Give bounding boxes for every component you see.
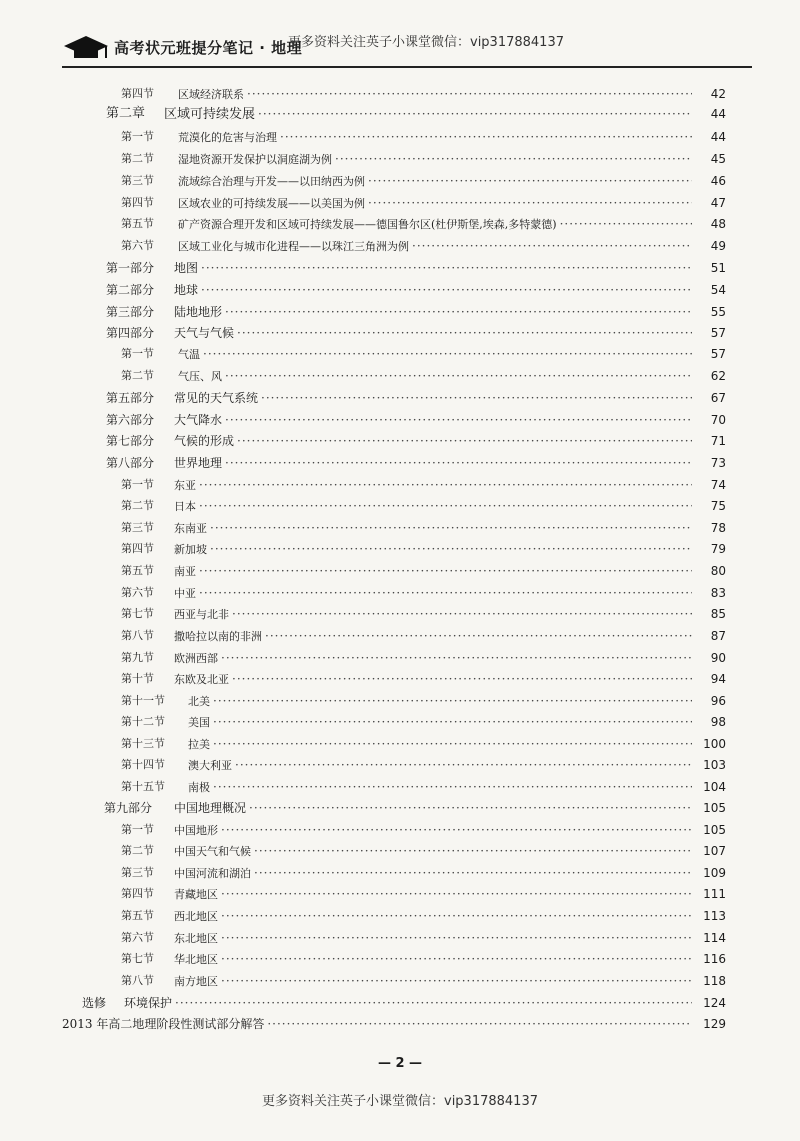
dot-leader: [199, 583, 692, 603]
toc-entry-number: 第十一节: [121, 694, 165, 707]
toc-entry-page: 57: [710, 347, 726, 361]
toc-entry: [0, 193, 800, 213]
toc-entry: [0, 734, 800, 754]
toc-entry-title: 东南亚: [174, 522, 207, 535]
toc-entry-number: 第九节: [121, 651, 154, 664]
toc-entry-title: 美国: [188, 716, 210, 729]
dot-leader: [201, 280, 692, 300]
toc-entry-number: 第七节: [121, 607, 154, 620]
dot-leader: [210, 539, 692, 559]
toc-entry-title: 矿产资源合理开发和区域可持续发展——德国鲁尔区(杜伊斯堡,埃森,多特蒙德): [178, 218, 557, 231]
toc-entry-page: 96: [710, 694, 726, 708]
footer-watermark: 更多资料关注英子小课堂微信：vip317884137: [262, 1094, 538, 1109]
toc-entry-page: 90: [710, 651, 726, 665]
toc-entry-page: 62: [710, 369, 726, 383]
dot-leader: [213, 691, 692, 711]
toc-entry-page: 49: [710, 239, 726, 253]
toc-entry-number: 第六节: [121, 931, 154, 944]
toc-entry-page: 98: [710, 715, 726, 729]
toc-entry-number: 第一节: [121, 130, 154, 143]
toc-entry-title: 南极: [188, 781, 210, 794]
toc-entry-page: 87: [710, 629, 726, 643]
toc-entry-number: 第一部分: [106, 261, 155, 275]
toc-entry-page: 78: [710, 521, 726, 535]
toc-entry-title: 中国天气和气候: [174, 845, 251, 858]
toc-entry-title: 地球: [174, 283, 199, 297]
toc-entry: [0, 841, 800, 861]
dot-leader: [175, 993, 692, 1013]
dot-leader: [280, 127, 692, 147]
toc-entry-number: 第三节: [121, 866, 154, 879]
toc-entry-title: 欧洲西部: [174, 652, 218, 665]
toc-entry-number: 第六节: [121, 586, 154, 599]
toc-entry-number: 第四部分: [106, 326, 155, 340]
toc-entry-title: 中国地形: [174, 824, 218, 837]
toc-entry: [0, 906, 800, 926]
toc-entry-title: 青藏地区: [174, 888, 218, 901]
dot-leader: [213, 734, 692, 754]
toc-entry-number: 第十三节: [121, 737, 165, 750]
dot-leader: [412, 236, 692, 256]
toc-entry-page: 67: [710, 391, 726, 405]
toc-entry: [0, 344, 800, 364]
toc-entry: [0, 475, 800, 495]
toc-entry: [0, 583, 800, 603]
toc-entry-title: 中国地理概况: [174, 801, 247, 815]
page-number: — 2 —: [377, 1056, 423, 1071]
toc-entry-title: 区域农业的可持续发展——以美国为例: [178, 197, 365, 210]
dot-leader: [203, 344, 692, 364]
toc-entry-number: 第八节: [121, 629, 154, 642]
dot-leader: [210, 518, 692, 538]
toc-entry: [0, 648, 800, 668]
toc-entry-number: 第三节: [121, 174, 154, 187]
dot-leader: [199, 561, 692, 581]
toc-entry-page: 105: [703, 823, 726, 837]
toc-entry-page: 73: [710, 456, 726, 470]
dot-leader: [221, 648, 692, 668]
toc-entry-number: 第六节: [121, 239, 154, 252]
toc-entry: [0, 171, 800, 191]
toc-entry-number: 第二节: [121, 844, 154, 857]
page-header: [62, 26, 752, 68]
toc-entry: [0, 323, 800, 343]
toc-entry: [0, 149, 800, 169]
toc-entry-page: 116: [703, 952, 726, 966]
toc-entry-title: 气温: [178, 348, 200, 361]
toc-entry-title: 澳大利亚: [188, 759, 232, 772]
toc-entry-page: 70: [710, 413, 726, 427]
toc-entry-title: 拉美: [188, 738, 210, 751]
toc-entry-page: 124: [703, 996, 726, 1010]
toc-entry-title: 2013 年高二地理阶段性测试部分解答: [62, 1017, 265, 1031]
toc-entry-number: 第五节: [121, 564, 154, 577]
toc-entry: [0, 236, 800, 256]
toc-entry-page: 79: [710, 542, 726, 556]
toc-entry: [0, 691, 800, 711]
toc-entry-title: 地图: [174, 261, 199, 275]
toc-entry-number: 第三节: [121, 521, 154, 534]
toc-entry-number: 第四节: [121, 196, 154, 209]
toc-entry-number: 第二章: [106, 106, 146, 121]
toc-entry-number: 第二节: [121, 499, 154, 512]
toc-entry-page: 129: [703, 1017, 726, 1031]
toc-entry: [0, 993, 800, 1013]
toc-entry-number: 第一节: [121, 823, 154, 836]
toc-entry: [0, 431, 800, 451]
toc-entry: [0, 884, 800, 904]
dot-leader: [221, 906, 692, 926]
toc-entry: [0, 971, 800, 991]
toc-entry-page: 71: [710, 434, 726, 448]
toc-entry-number: 第一节: [121, 478, 154, 491]
toc-entry-page: 45: [710, 152, 726, 166]
toc-entry-page: 105: [703, 801, 726, 815]
toc-entry-title: 中亚: [174, 587, 196, 600]
toc-entry-title: 大气降水: [174, 413, 223, 427]
dot-leader: [232, 669, 692, 689]
dot-leader: [235, 755, 692, 775]
toc-entry-page: 51: [710, 261, 726, 275]
toc-entry-page: 118: [703, 974, 726, 988]
dot-leader: [221, 949, 692, 969]
toc-entry-title: 常见的天气系统: [174, 391, 259, 405]
dot-leader: [225, 366, 692, 386]
toc-entry-number: 第四节: [121, 87, 154, 100]
toc-entry: [0, 777, 800, 797]
toc-entry-number: 第二节: [121, 152, 154, 165]
toc-entry-title: 环境保护: [124, 996, 173, 1010]
dot-leader: [368, 171, 692, 191]
toc-entry-page: 113: [703, 909, 726, 923]
toc-entry-title: 陆地地形: [174, 305, 223, 319]
toc-entry-title: 华北地区: [174, 953, 218, 966]
dot-leader: [265, 626, 692, 646]
toc-entry-number: 第八部分: [106, 456, 155, 470]
toc-entry-title: 西北地区: [174, 910, 218, 923]
toc-entry: [0, 712, 800, 732]
toc-entry: [0, 518, 800, 538]
dot-leader: [261, 388, 692, 408]
header-title: 高考状元班提分笔记 · 地理: [114, 39, 303, 57]
dot-leader: [221, 820, 692, 840]
toc-entry-title: 流域综合治理与开发——以田纳西为例: [178, 175, 365, 188]
toc-entry-number: 第二节: [121, 369, 154, 382]
toc-entry: [0, 388, 800, 408]
dot-leader: [201, 258, 692, 278]
toc-entry-page: 75: [710, 499, 726, 513]
toc-entry-page: 55: [710, 305, 726, 319]
toc-entry-title: 东亚: [174, 479, 196, 492]
dot-leader: [213, 777, 692, 797]
toc-entry: [0, 104, 800, 124]
toc-entry-title: 区域可持续发展: [164, 107, 256, 122]
toc-entry: [0, 820, 800, 840]
toc-entry-page: 85: [710, 607, 726, 621]
toc-entry-page: 80: [710, 564, 726, 578]
toc-entry: [0, 539, 800, 559]
toc-entry: [0, 214, 800, 234]
dot-leader: [221, 884, 692, 904]
toc-entry-title: 东欧及北亚: [174, 673, 229, 686]
toc-entry-number: 第八节: [121, 974, 154, 987]
toc-entry-page: 103: [703, 758, 726, 772]
toc-entry-title: 撒哈拉以南的非洲: [174, 630, 262, 643]
toc-entry-title: 西亚与北非: [174, 608, 229, 621]
toc-entry-number: 第十二节: [121, 715, 165, 728]
toc-entry-page: 57: [710, 326, 726, 340]
toc-entry-number: 第三部分: [106, 305, 155, 319]
toc-entry-title: 世界地理: [174, 456, 223, 470]
toc-entry-title: 南亚: [174, 565, 196, 578]
toc-entry-page: 47: [710, 196, 726, 210]
toc-entry-page: 100: [703, 737, 726, 751]
toc-entry: [0, 863, 800, 883]
dot-leader: [267, 1014, 692, 1034]
toc-entry: [0, 928, 800, 948]
toc-entry-number: 第十五节: [121, 780, 165, 793]
dot-leader: [221, 928, 692, 948]
toc-entry: [0, 604, 800, 624]
toc-entry-number: 第一节: [121, 347, 154, 360]
toc-entry-page: 44: [710, 130, 726, 144]
toc-entry: [0, 755, 800, 775]
dot-leader: [335, 149, 692, 169]
toc-entry-title: 区域经济联系: [178, 88, 244, 101]
toc-entry-title: 东北地区: [174, 932, 218, 945]
toc-entry-number: 第十节: [121, 672, 154, 685]
toc-entry-number: 选修: [82, 996, 107, 1010]
toc-entry-page: 48: [710, 217, 726, 231]
toc-entry-page: 109: [703, 866, 726, 880]
dot-leader: [560, 214, 692, 234]
toc-entry-page: 94: [710, 672, 726, 686]
toc-entry-number: 第七节: [121, 952, 154, 965]
toc-entry: [0, 127, 800, 147]
dot-leader: [221, 971, 692, 991]
toc-entry-page: 104: [703, 780, 726, 794]
toc-entry: [0, 258, 800, 278]
toc-entry-number: 第五节: [121, 909, 154, 922]
toc-entry: [0, 302, 800, 322]
toc-entry: [0, 669, 800, 689]
toc-entry: [0, 1014, 800, 1034]
toc-entry-page: 74: [710, 478, 726, 492]
header-watermark: 更多资料关注英子小课堂微信：vip317884137: [288, 35, 564, 50]
toc-entry-page: 114: [703, 931, 726, 945]
toc-entry-number: 第五节: [121, 217, 154, 230]
toc-entry-page: 111: [703, 887, 726, 901]
toc-entry-title: 日本: [174, 500, 196, 513]
toc-entry-page: 107: [703, 844, 726, 858]
toc-entry: [0, 496, 800, 516]
dot-leader: [199, 475, 692, 495]
toc-entry-title: 区域工业化与城市化进程——以珠江三角洲为例: [178, 240, 409, 253]
toc-entry-number: 第五部分: [106, 391, 155, 405]
dot-leader: [254, 841, 692, 861]
dot-leader: [254, 863, 692, 883]
dot-leader: [249, 798, 692, 818]
toc-entry-page: 54: [710, 283, 726, 297]
dot-leader: [225, 410, 692, 430]
toc-entry-page: 44: [710, 107, 726, 121]
toc-entry-title: 北美: [188, 695, 210, 708]
toc-entry: [0, 561, 800, 581]
toc-entry-title: 新加坡: [174, 543, 207, 556]
dot-leader: [199, 496, 692, 516]
dot-leader: [237, 323, 692, 343]
toc-entry-number: 第七部分: [106, 434, 155, 448]
dot-leader: [258, 104, 692, 124]
toc-entry-number: 第四节: [121, 542, 154, 555]
toc-entry: [0, 798, 800, 818]
toc-entry-number: 第四节: [121, 887, 154, 900]
toc-entry: [0, 410, 800, 430]
toc-entry: [0, 949, 800, 969]
toc-entry: [0, 626, 800, 646]
dot-leader: [225, 302, 692, 322]
toc-entry-title: 南方地区: [174, 975, 218, 988]
dot-leader: [368, 193, 692, 213]
graduation-cap-icon: [62, 34, 110, 62]
dot-leader: [213, 712, 692, 732]
toc-entry-page: 83: [710, 586, 726, 600]
toc-entry-title: 天气与气候: [174, 326, 235, 340]
toc-entry-title: 湿地资源开发保护以洞庭湖为例: [178, 153, 332, 166]
toc-entry-title: 中国河流和湖泊: [174, 867, 251, 880]
toc-entry: [0, 84, 800, 104]
dot-leader: [225, 453, 692, 473]
toc-entry: [0, 453, 800, 473]
toc-entry-title: 荒漠化的危害与治理: [178, 131, 277, 144]
dot-leader: [232, 604, 692, 624]
toc-entry-number: 第十四节: [121, 758, 165, 771]
toc-entry-page: 46: [710, 174, 726, 188]
dot-leader: [247, 84, 692, 104]
toc-entry: [0, 280, 800, 300]
toc-entry-title: 气压、风: [178, 370, 222, 383]
dot-leader: [237, 431, 692, 451]
toc-entry-number: 第九部分: [104, 801, 153, 815]
toc-entry-number: 第二部分: [106, 283, 155, 297]
toc-entry-title: 气候的形成: [174, 434, 235, 448]
toc-entry-page: 42: [710, 87, 726, 101]
toc-entry: [0, 366, 800, 386]
toc-entry-number: 第六部分: [106, 413, 155, 427]
